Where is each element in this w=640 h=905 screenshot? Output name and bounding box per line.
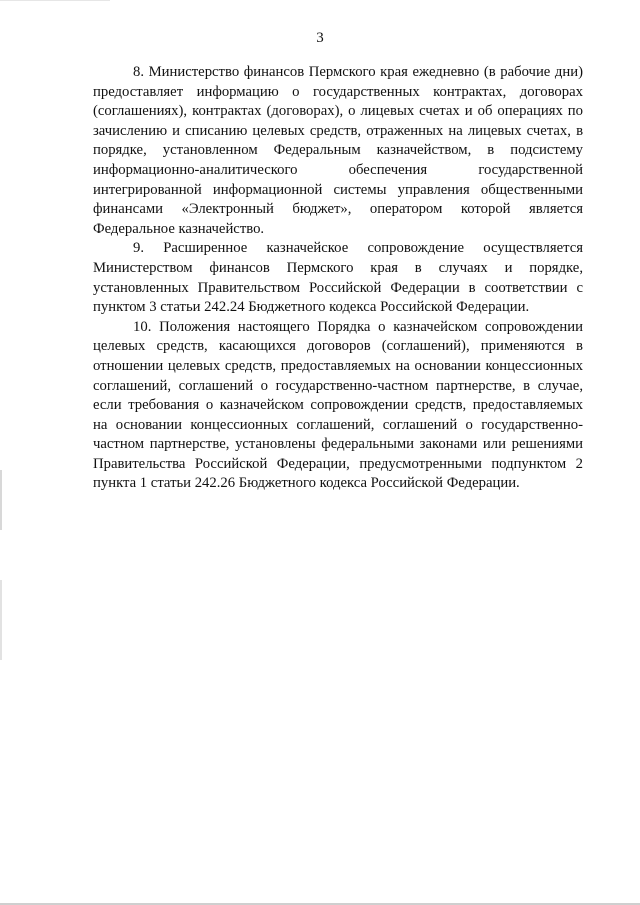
- paragraph-10: 10. Положения настоящего Порядка о казначейском сопровождении целевых средств, касающихся договоров (соглашений), применяются в отношении целевых средств, предоставляемых на основании концессионных соглашений, соглашений о государственно-частном партнерстве, в случае, если требования о казначейском сопровождении средств, предоставляемых на основании концессионных соглашений, соглашений о государственно-частном партнерстве, установлены федеральными законами или решениями Правительства Российской Федерации, предусмотренными подпунктом 2 пункта 1 статьи 242.26 Бюджетного кодекса Российской Федерации.: [93, 318, 583, 492]
- document-body: [93, 63, 583, 494]
- scan-edge-top: [0, 0, 110, 1]
- paragraph-9: 9. Расширенное казначейское сопровождение осуществляется Министерством финансов Пермского края в случаях и порядке, установленных Правительством Российской Федерации в соответствии с пунктом 3 статьи 242.24 Бюджетного кодекса Российской Федерации.: [93, 240, 583, 316]
- page-number: 3: [316, 30, 324, 46]
- scan-edge-left-lower: [0, 580, 2, 660]
- paragraph-8: 8. Министерство финансов Пермского края ежедневно (в рабочие дни) предоставляет информацию о государственных контрактах, договорах (соглашениях), контрактах (договорах), о лицевых счетах и об операциях по зачислению и списанию целевых средств, отраженных на лицевых счетах, в порядке, установленном Федеральным казначейством, в подсистему информационно-аналитического обеспечения государственной интегрированной информационной системы управления общественными финансами «Электронный бюджет», оператором которой является Федеральное казначейство.: [93, 64, 583, 237]
- scan-edge-left: [0, 470, 2, 530]
